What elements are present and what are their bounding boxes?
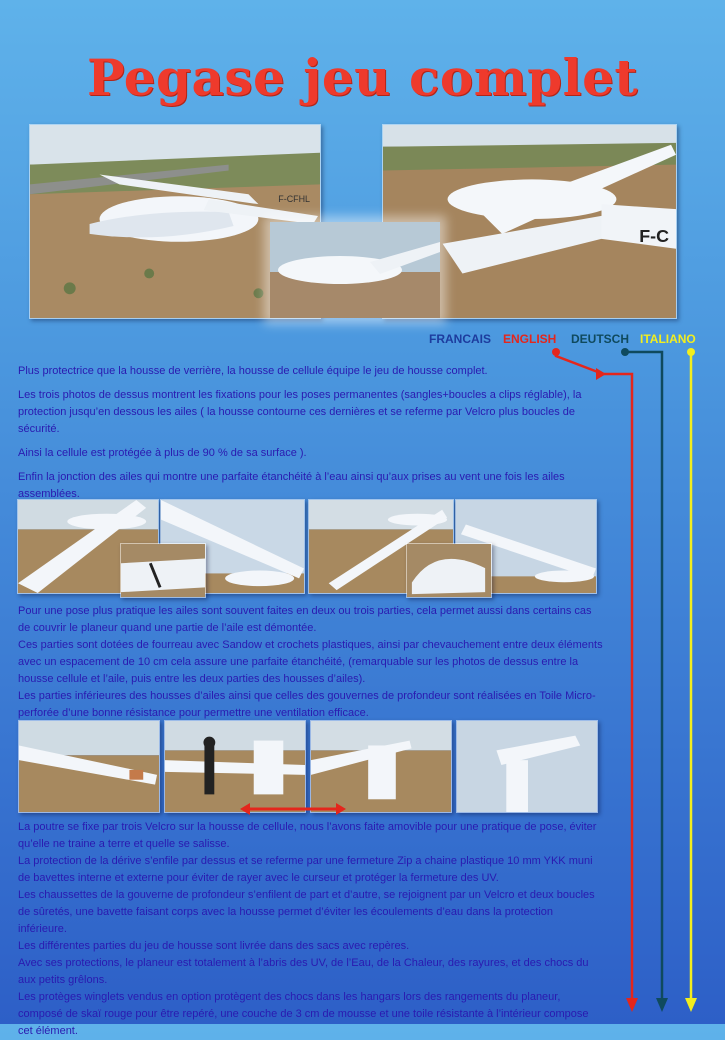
lang-deutsch-link[interactable]: DEUTSCH [571,332,630,346]
tail-cover-photo-2 [164,720,306,813]
paragraph: Les chaussettes de la gouverne de profondeur s’enfilent de part et d’autre, se rejoignent par un Velcro et deux boucles de sûretés, une bavette faisant corps avec la housse permet d’éviter les écoulements d’eau dans la protection inférieure. [18,889,595,935]
tail-cover-photo-3 [310,720,452,813]
lang-italiano-link[interactable]: ITALIANO [640,332,696,346]
paragraph: Les trois photos de dessus montrent les fixations pour les poses permanentes (sangles+boucles a clips réglable), la protection jusqu’en dessous les ailes ( la housse contourne ces dernières et se referme par Velcro plus boucles de sécurité. [18,389,582,435]
paragraph: Ainsi la cellule est protégée à plus de 90 % de sa surface ). [18,447,307,459]
svg-text:F-CFHL: F-CFHL [278,194,311,205]
paragraph: La protection de la dérive s’enfile par dessus et se referme par une fermeture Zip a chaine plastique 10 mm YKK muni de bavettes interne et externe pour éviter de rayer avec le curseur et protéger la fermeture des UV. [18,855,593,884]
paragraph: Pour une pose plus pratique les ailes sont souvent faites en deux ou trois parties, cela permet aussi dans certains cas de couvrir le planeur quand une partie de l’aile est démontée. [18,605,592,634]
paragraph: Les protèges winglets vendus en option protègent des chocs dans les hangars lors des rangements du planeur, composé de skaï rouge pour être repéré, une couche de 3 cm de mousse et une toile résistante à l’intérieur compose cet élément. [18,991,589,1037]
paragraph: Avec ses protections, le planeur est totalement à l’abris des UV, de l’Eau, de la Chaleur, des rayures, et des chocs du aux petits grêlons. [18,957,589,986]
tail-cover-photo-4 [456,720,598,813]
red-double-arrow [240,802,346,816]
page-title: Pegase jeu complet [86,48,639,107]
tail-cover-text [18,819,603,1040]
paragraph: Plus protectrice que la housse de verrière, la housse de cellule équipe le jeu de housse complet. [18,365,488,377]
lang-francais-link[interactable]: FRANCAIS [429,332,491,346]
wing-cover-photo-4-inset [406,543,492,598]
svg-text:F-C: F-C [639,225,670,246]
wing-cover-photo-2-inset [120,543,206,598]
tail-cover-photo-1 [18,720,160,813]
paragraph: Les parties inférieures des housses d’ailes ainsi que celles des gouvernes de profondeur sont réalisées en Toile Micro-perforée d’une bonne résistance pour permettre une ventilation efficace. [18,690,596,719]
paragraph: Enfin la jonction des ailes qui montre une parfaite étanchéité à l’eau ainsi qu’aux prises au vent une fois les ailes assemblées. [18,471,565,500]
paragraph: Ces parties sont dotées de fourreau avec Sandow et crochets plastiques, ainsi par chevauchement entre deux éléments avec un espacement de 10 cm cela assure une parfaite étanchéité, (remarquable sur les photos de dessus entre la housse cellule et l’aile, puis entre les deux parties des housses d’ailes). [18,639,603,685]
wing-cover-text [18,603,603,722]
intro-text [18,363,590,510]
paragraph: La poutre se fixe par trois Velcro sur la housse de cellule, nous l’avons faite amovible pour une pratique de pose, éviter qu’elle ne traine a terre et quelle se salisse. [18,821,597,850]
paragraph: Les différentes parties du jeu de housse sont livrée dans des sacs avec repères. [18,940,410,952]
lang-english-link[interactable]: ENGLISH [503,332,557,346]
